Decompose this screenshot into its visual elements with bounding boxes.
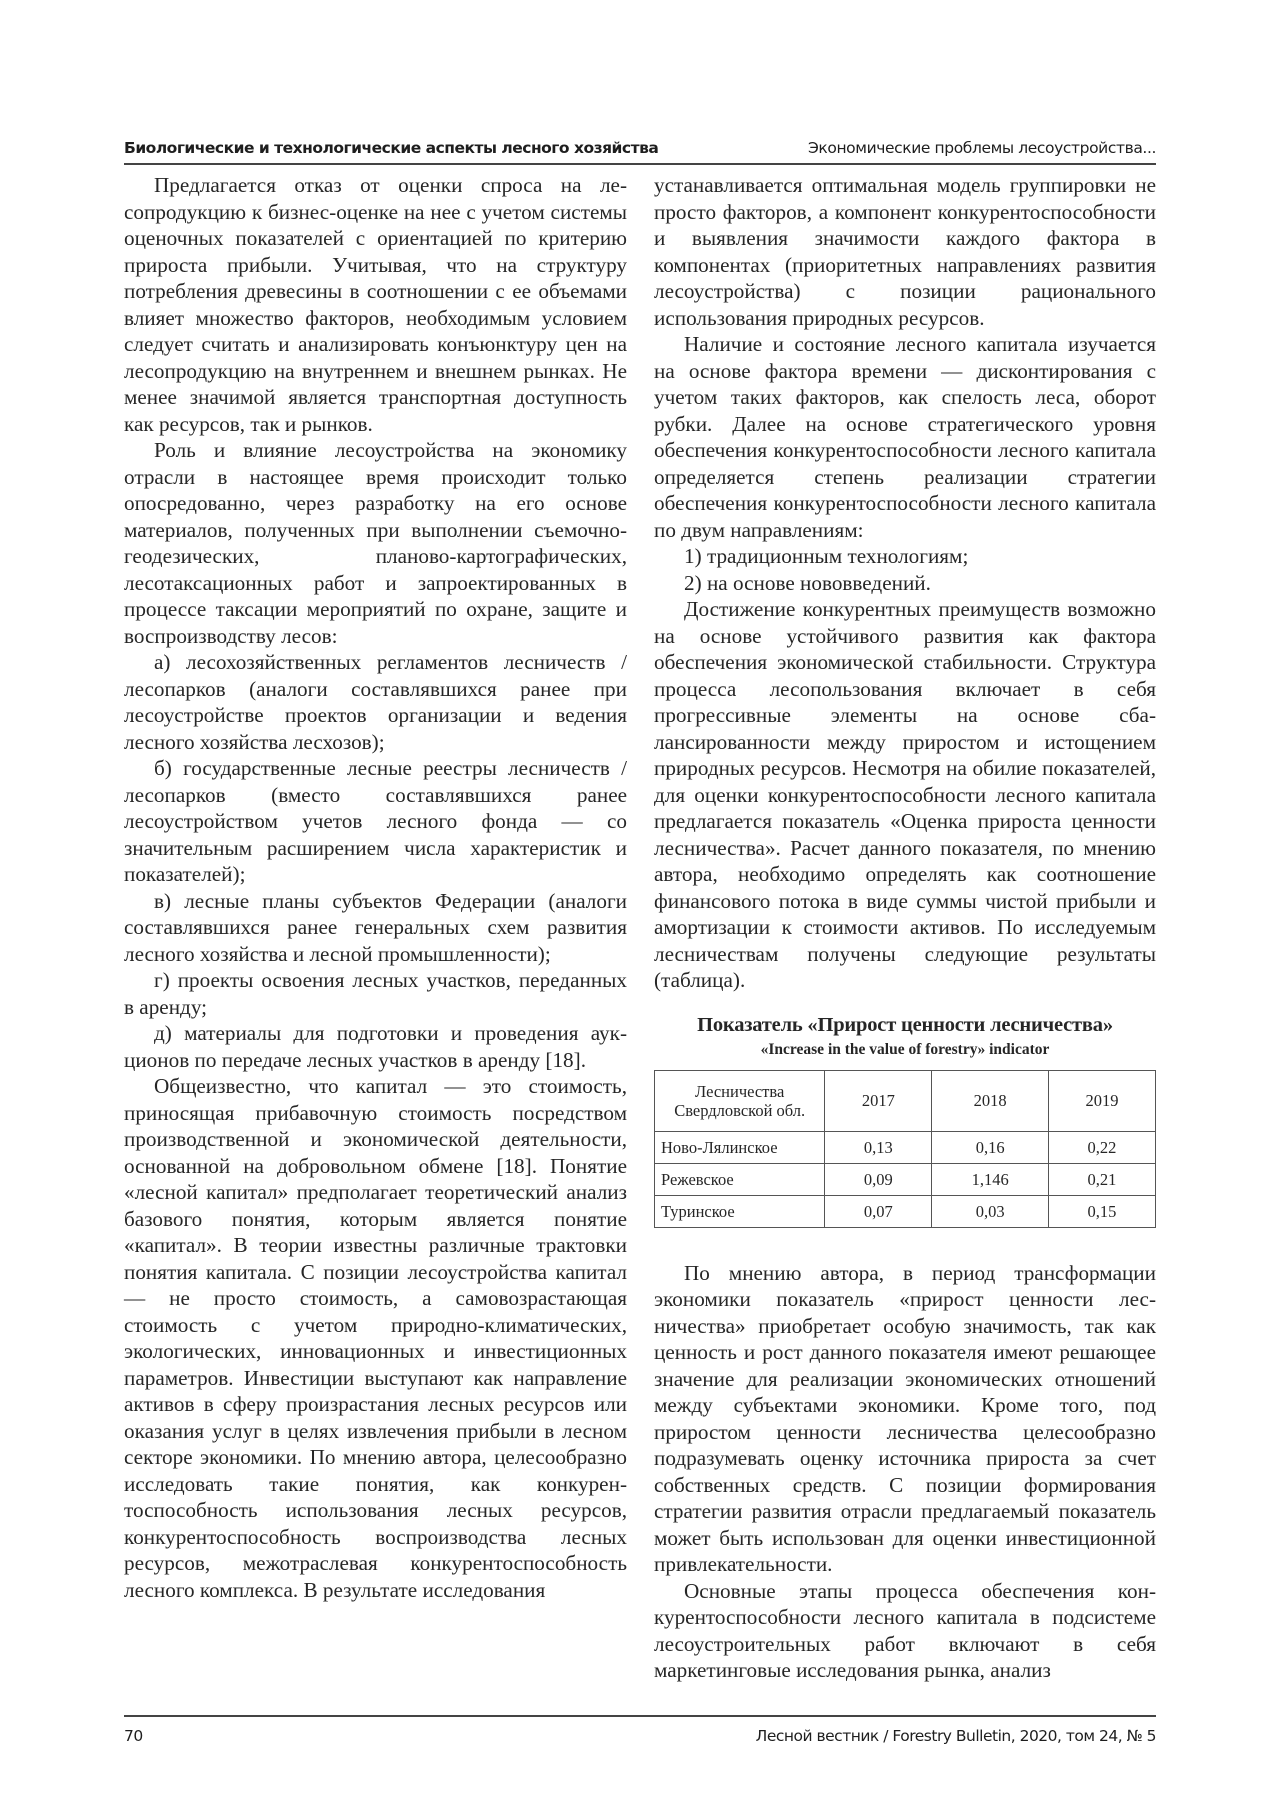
table-spacing [654, 1228, 1156, 1260]
journal-citation: Лесной вестник / Forestry Bulletin, 2020, том 24, № 5 [755, 1727, 1156, 1745]
paragraph: Роль и влияние лесоустройства на экономику отрасли в настоящее время происходит только опосредованно, через разработку на его основе материалов, полученных при выполнении съемочно-геодезических, планово-картографических, лесотаксационных работ и запроектированных в процессе таксации мероприятий по охране, защите и воспроизводству лесов: [124, 438, 627, 648]
column-header-forestry: Лесничества Свердловской обл. [655, 1070, 825, 1131]
article-short-title: Экономические проблемы лесоустройства... [807, 139, 1156, 157]
list-item-d: д) материалы для подготовки и проведения аукционов по передаче лесных участков в аренду [18]. [124, 1021, 627, 1072]
list-item-v: в) лесные планы субъектов Федерации (аналоги составлявшихся ранее генеральных схем развития лесного хозяйства и лесной промышленности); [124, 888, 627, 966]
paragraph: Достижение конкурентных преимуществ возможно на основе устойчивого развития как фактора обеспечения экономической стабильности. Структура процесса лесопользования включает в себя прогрессивные элементы на основе сбалансированности между приростом и истощением природных ресурсов. Несмотря на обилие показателей, для оценки конкурентоспособности лесного капитала предлагается показатель «Оценка прироста ценности лесничества». Расчет данного показателя, по мнению автора, необходимо определять как соотношение финансового потока в виде суммы чистой прибыли и амортизации к стоимости активов. По исследуемым лесничествам получены следующие результаты (таблица). [654, 597, 1156, 992]
data-table [654, 1070, 1156, 1228]
table-caption-english: «Increase in the value of forestry» indicator [760, 1040, 1050, 1058]
cell-value: 0,09 [825, 1163, 932, 1195]
right-column [654, 172, 1156, 1684]
cell-forestry-name: Туринское [655, 1195, 825, 1227]
paragraph: Общеизвестно, что капитал — это стоимость, приносящая прибавочную стоимость посредством производственной и экономической деятельности, основанной на добровольном обмене [18]. Понятие «лесной капитал» предполагает теоретический анализ базового понятия, которым является понятие «капитал». В теории известны различные трактовки понятия капитала. С позиции лесоустройства капитал — не просто стоимость, а самовозрастающая стоимость с учетом природно-климатических, экологических, инновационных и инвестиционных параметров. Инвестиции выступают как направление активов в сферу произрастания лесных ресурсов или оказания услуг в целях извлечения прибыли в лесном секторе экономики. По мнению автора, целесообразно исследовать такие понятия, как конкурентоспособность использования лесных ресурсов, конкурентоспособность воспроизводства лесных ресурсов, межотраслевая конкурентоспособность лесного комплекса. В результате исследования [124, 1074, 627, 1602]
list-item-2: 2) на основе нововведений. [684, 570, 931, 595]
list-item-1: 1) традиционным технологиям; [684, 544, 969, 568]
left-column [124, 172, 627, 1603]
cell-value: 0,15 [1048, 1195, 1155, 1227]
cell-value: 0,16 [932, 1131, 1049, 1163]
header-divider [124, 163, 1156, 165]
cell-value: 1,146 [932, 1163, 1049, 1195]
cell-value: 0,07 [825, 1195, 932, 1227]
table-header-row [655, 1070, 1156, 1131]
column-header-2019: 2019 [1048, 1070, 1155, 1131]
cell-value: 0,13 [825, 1131, 932, 1163]
paragraph: По мнению автора, в период трансформации экономики показатель «прирост ценности лесничества» приобретает особую значимость, так как ценность и рост данного показателя имеют решающее значение для реализации экономических отношений между субъектами экономики. Кроме того, под приростом ценности лесничества целесообразно подразумевать оценку источника прироста за счет собственных средств. С позиции формирования стратегии развития отрасли предлагаемый показатель может быть использован для оценки инвестиционной привлекательности. [654, 1260, 1156, 1576]
paragraph-continued: устанавливается оптимальная модель группировки не просто факторов, а компонент конкурентоспособности и выявления значимости каждого фактора в компонентах (приоритетных направлениях развития лесоустройства) с позиции рационального использования природных ресурсов. [654, 173, 1156, 330]
cell-value: 0,21 [1048, 1163, 1155, 1195]
cell-value: 0,22 [1048, 1131, 1155, 1163]
list-item-g: г) проекты освоения лесных участков, переданных в аренду; [124, 968, 627, 1019]
column-header-2017: 2017 [825, 1070, 932, 1131]
page-number: 70 [124, 1727, 143, 1745]
table-caption: Показатель «Прирост ценности лесничества» [697, 1013, 1113, 1036]
list-item-a: а) лесохозяйственных регламентов лесничеств / лесопарков (аналоги составлявшихся ранее при лесоустройстве проектов организации и ведения лесного хозяйства лесхозов); [124, 650, 627, 754]
cell-value: 0,03 [932, 1195, 1049, 1227]
list-item-b: б) государственные лесные реестры лесничеств / лесопарков (вместо составлявшихся ранее лесоустройством учетов лесного фонда — со значительным расширением числа характеристик и показателей); [124, 756, 627, 886]
paragraph: Наличие и состояние лесного капитала изучается на основе фактора времени — дисконтирования с учетом таких факторов, как спелость леса, оборот рубки. Далее на основе стратегического уровня обеспечения конкурентоспособности лесного капитала определяется степень реализации стратегии обеспечения конкурентоспособности лесного капитала по двум направлениям: [654, 332, 1156, 542]
table-row [655, 1131, 1156, 1163]
table-row [655, 1163, 1156, 1195]
footer-divider [124, 1715, 1156, 1717]
column-header-2018: 2018 [932, 1070, 1049, 1131]
paragraph: Предлагается отказ от оценки спроса на лесопродукцию к бизнес-оценке на нее с учетом системы оценочных показателей с ориентацией по критерию прироста прибыли. Учитывая, что на структуру потребления древесины в соотношении с ее объемами влияет множество факторов, необходимым условием следует считать и анализировать конъюнктуру цен на лесопродукцию на внутреннем и внешнем рынках. Не менее значимой является транспортная доступность как ресурсов, так и рынков. [124, 173, 627, 436]
cell-forestry-name: Режевское [655, 1163, 825, 1195]
cell-forestry-name: Ново-Лялинское [655, 1131, 825, 1163]
table-row [655, 1195, 1156, 1227]
section-title: Биологические и технологические аспекты лесного хозяйства [124, 139, 659, 157]
paragraph: Основные этапы процесса обеспечения конкурентоспособности лесного капитала в подсистеме лесоустроительных работ включают в себя маркетинговые исследования рынка, анализ [654, 1578, 1156, 1682]
running-header [124, 139, 1156, 163]
